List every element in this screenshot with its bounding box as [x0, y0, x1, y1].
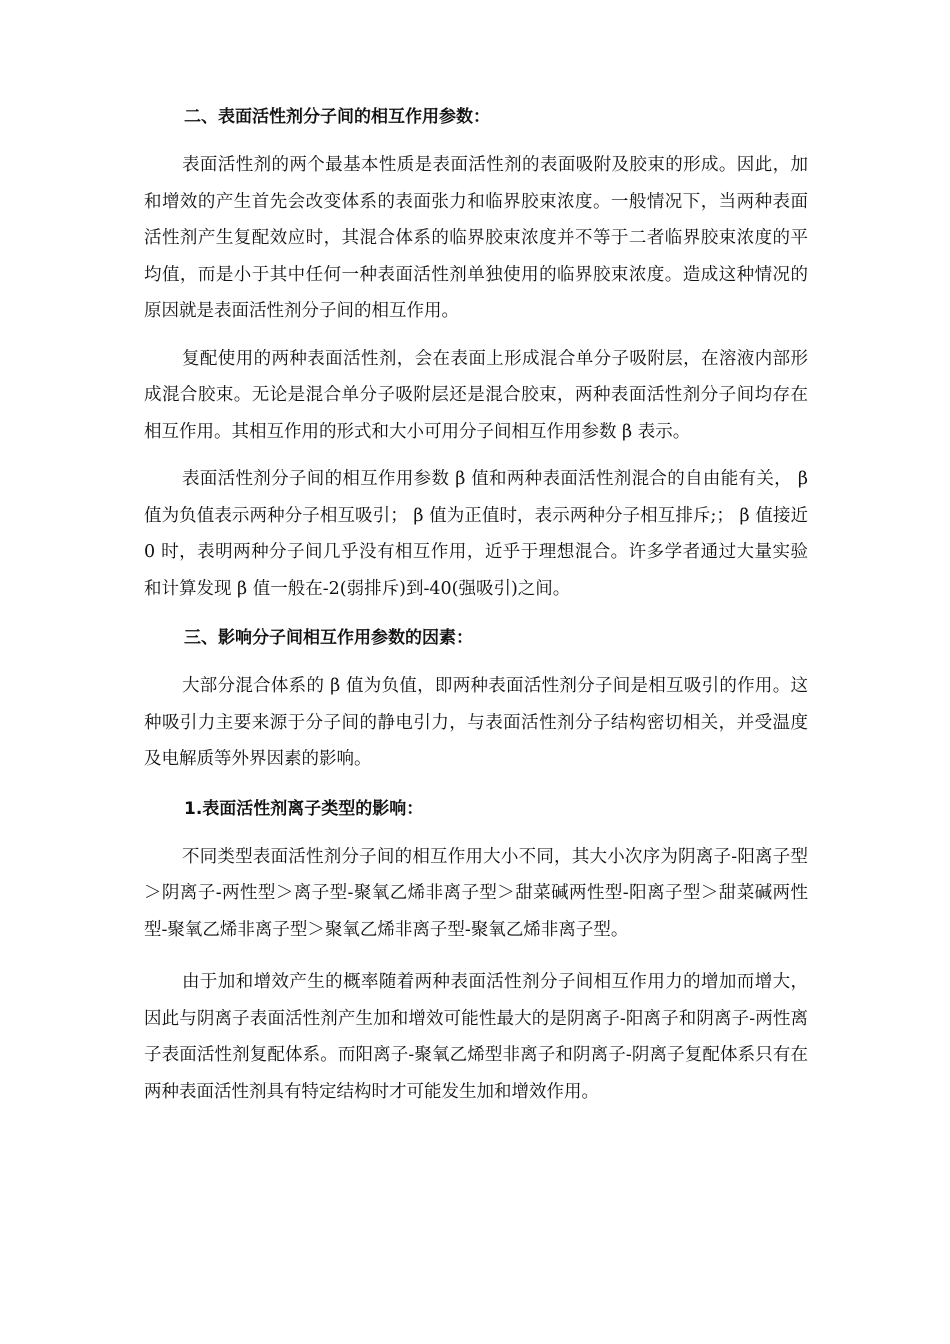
- section-heading-3: 三、影响分子间相互作用参数的因素：: [184, 628, 473, 648]
- document-body: [144, 97, 808, 1110]
- subsection-heading-1: 1.表面活性剂离子类型的影响：: [184, 798, 424, 819]
- paragraph: 表面活性剂分子间的相互作用参数 β 值和两种表面活性剂混合的自由能有关， β 值为负值表示两种分子相互吸引； β 值为正值时，表示两种分子相互排斥;； β 值接近 0 时，表明两种分子间几乎没有相互作用，近乎于理想混合。许多学者通过大量实验和计算发现 β 值一般在-2(弱排斥)到-40(强吸引)之间。: [144, 469, 808, 599]
- paragraph: 由于加和增效产生的概率随着两种表面活性剂分子间相互作用力的增加而增大，因此与阴离子表面活性剂产生加和增效可能性最大的是阴离子-阳离子和阴离子-两性离子表面活性剂复配体系。而阳离子-聚氧乙烯型非离子和阴离子-阴离子复配体系只有在两种表面活性剂具有特定结构时才可能发生加和增效作用。: [144, 972, 808, 1102]
- section-heading-2: 二、表面活性剂分子间的相互作用参数：: [184, 107, 490, 127]
- paragraph: 大部分混合体系的 β 值为负值，即两种表面活性剂分子间是相互吸引的作用。这种吸引力主要来源于分子间的静电引力，与表面活性剂分子结构密切相关，并受温度及电解质等外界因素的影响。: [144, 676, 808, 769]
- paragraph: 表面活性剂的两个最基本性质是表面活性剂的表面吸附及胶束的形成。因此，加和增效的产生首先会改变体系的表面张力和临界胶束浓度。一般情况下，当两种表面活性剂产生复配效应时，其混合体系的临界胶束浓度并不等于二者临界胶束浓度的平均值，而是小于其中任何一种表面活性剂单独使用的临界胶束浓度。造成这种情况的原因就是表面活性剂分子间的相互作用。: [144, 155, 808, 321]
- paragraph: 不同类型表面活性剂分子间的相互作用大小不同，其大小次序为阴离子-阳离子型＞阴离子-两性型＞离子型-聚氧乙烯非离子型＞甜菜碱两性型-阳离子型＞甜菜碱两性型-聚氧乙烯非离子型＞聚氧乙烯非离子型-聚氧乙烯非离子型。: [144, 846, 808, 940]
- paragraph: 复配使用的两种表面活性剂，会在表面上形成混合单分子吸附层，在溶液内部形成混合胶束。无论是混合单分子吸附层还是混合胶束，两种表面活性剂分子间均存在相互作用。其相互作用的形式和大小可用分子间相互作用参数 β 表示。: [144, 348, 808, 442]
